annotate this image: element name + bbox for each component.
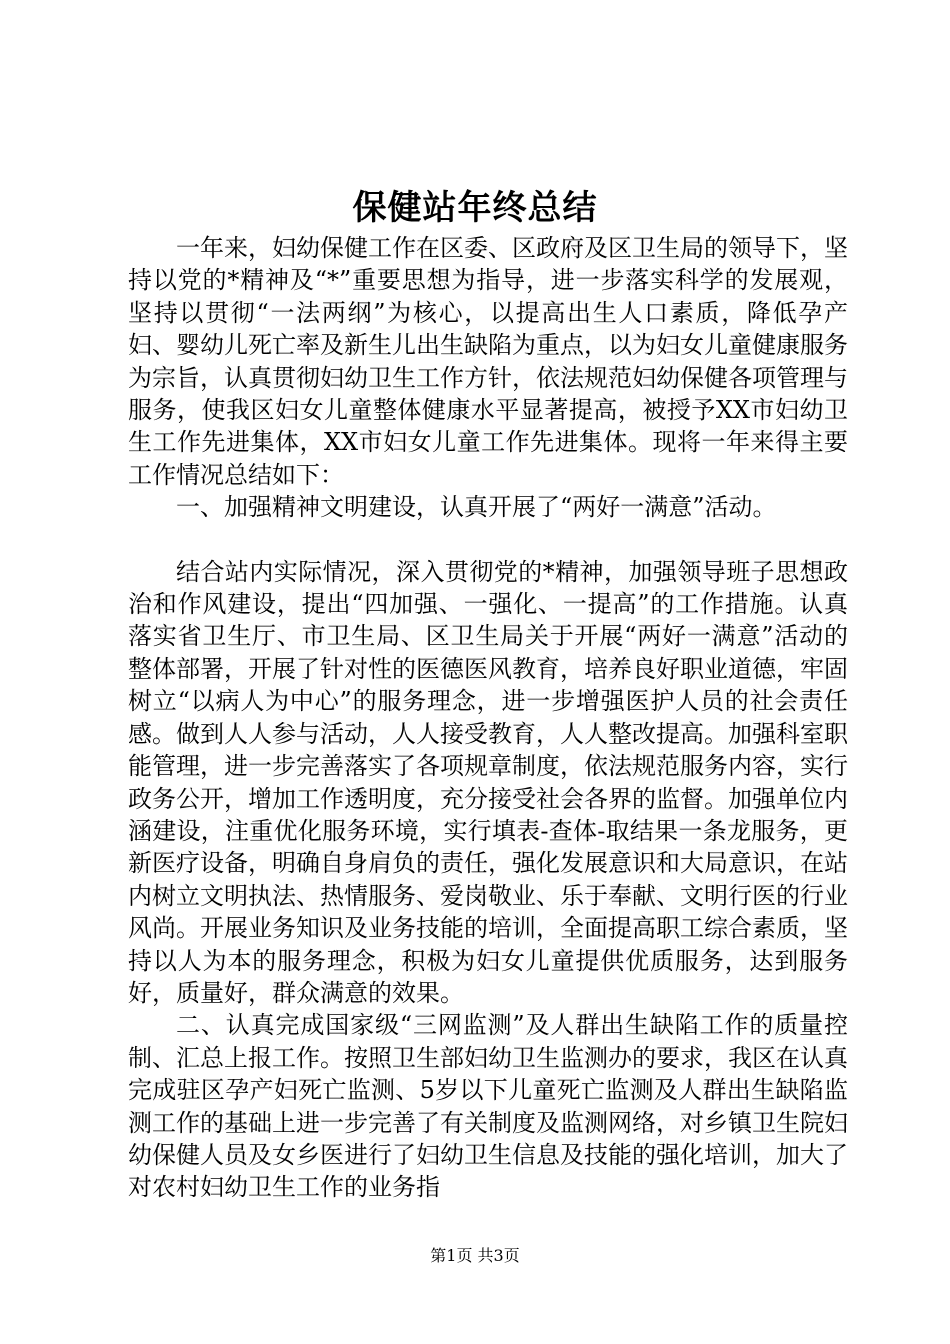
paragraph-section-1: 结合站内实际情况，深入贯彻党的*精神，加强领导班子思想政治和作风建设，提出“四加强、一强化、一提高”的工作措施。认真落实省卫生厅、市卫生局、区卫生局关于开展“两好一满意”活动的整体部署，开展了针对性的医德医风教育，培养良好职业道德，牢固树立“以病人为中心”的服务理念，进一步增强医护人员的社会责任感。做到人人参与活动，人人接受教育，人人整改提高。加强科室职能管理，进一步完善落实了各项规章制度，依法规范服务内容，实行政务公开，增加工作透明度，充分接受社会各界的监督。加强单位内涵建设，注重优化服务环境，实行填表-查体-取结果一条龙服务，更新医疗设备，明确自身肩负的责任，强化发展意识和大局意识，在站内树立文明执法、热情服务、爱岗敬业、乐于奉献、文明行医的行业风尚。开展业务知识及业务技能的培训，全面提高职工综合素质，坚持以人为本的服务理念，积极为妇女儿童提供优质服务，达到服务好，质量好，群众满意的效果。: [128, 557, 848, 1007]
document-title: 保健站年终总结: [352, 188, 598, 228]
section-heading-1: 一、加强精神文明建设，认真开展了“两好一满意”活动。: [176, 493, 777, 522]
paragraph-section-2: 二、认真完成国家级“三网监测”及人群出生缺陷工作的质量控制、汇总上报工作。按照卫生部妇幼卫生监测办的要求，我区在认真完成驻区孕产妇死亡监测、5岁以下儿童死亡监测及人群出生缺陷监测工作的基础上进一步完善了有关制度及监测网络，对乡镇卫生院妇幼保健人员及女乡医进行了妇幼卫生信息及技能的强化培训，加大了对农村妇幼卫生工作的业务指: [128, 1011, 848, 1202]
page-footer: 第1页 共3页: [430, 1246, 520, 1265]
paragraph-intro: 一年来，妇幼保健工作在区委、区政府及区卫生局的领导下，坚持以党的*精神及“*”重要思想为指导，进一步落实科学的发展观，坚持以贯彻“一法两纲”为核心，以提高出生人口素质，降低孕产妇、婴幼儿死亡率及新生儿出生缺陷为重点，以为妇女儿童健康服务为宗旨，认真贯彻妇幼卫生工作方针，依法规范妇幼保健各项管理与服务，使我区妇女儿童整体健康水平显著提高，被授予XX市妇幼卫生工作先进集体，XX市妇女儿童工作先进集体。现将一年来得主要工作情况总结如下：: [128, 234, 848, 489]
document-body: [128, 232, 848, 1204]
